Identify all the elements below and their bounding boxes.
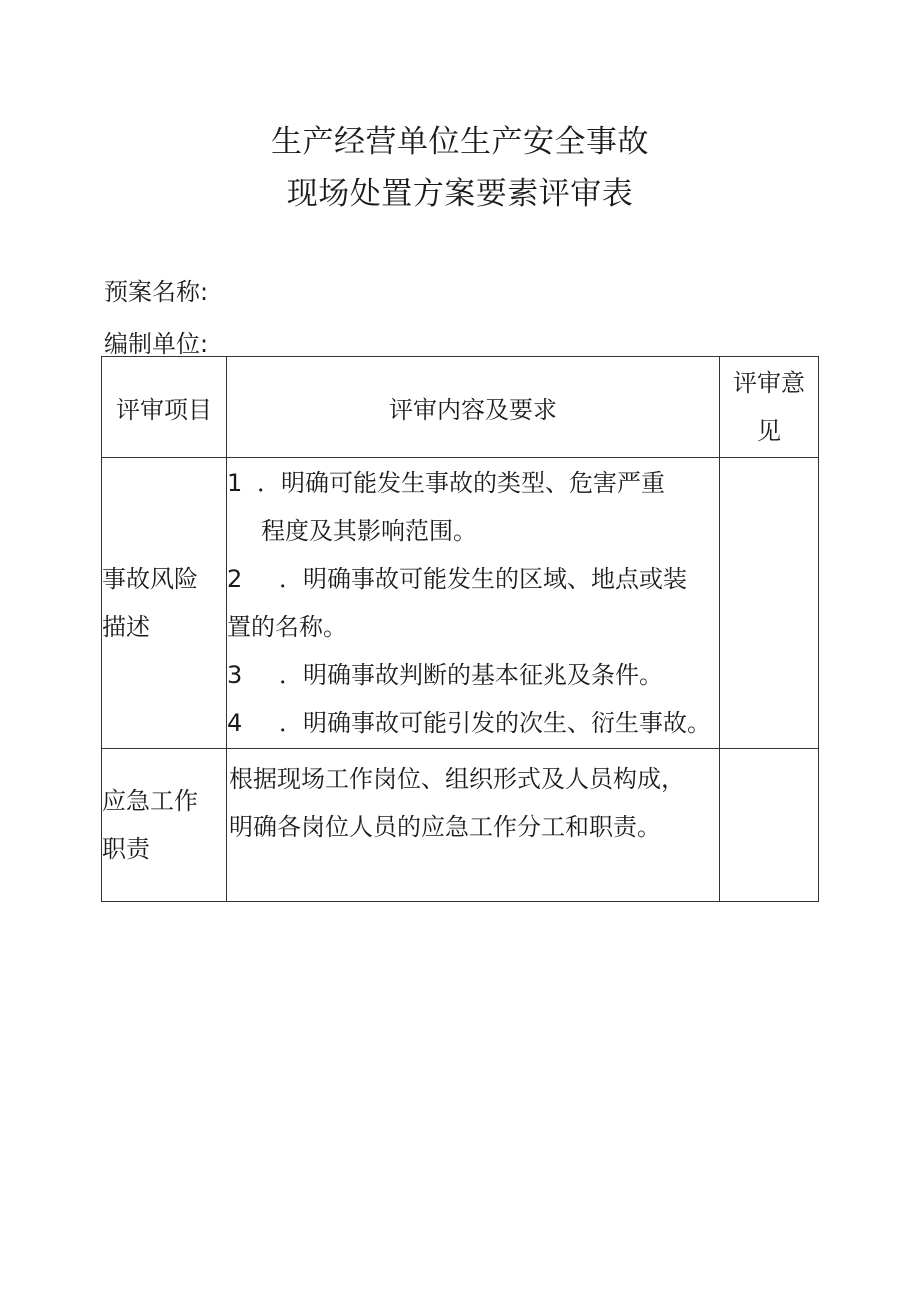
requirement-text: ．明确可能发生事故的类型、危害严重	[257, 469, 665, 497]
requirement-number: 2	[227, 565, 243, 593]
requirement-text-continued: 程度及其影响范围。	[261, 517, 477, 545]
header-content: 评审内容及要求	[227, 357, 720, 458]
duty-requirements	[227, 749, 720, 902]
item-accident-risk	[102, 458, 227, 749]
table-row	[102, 458, 819, 749]
document-title-line1: 生产经营单位生产安全事故	[271, 124, 649, 160]
item-label-line1: 应急工作	[102, 787, 198, 815]
header-item: 评审项目	[102, 357, 227, 458]
requirement-number: 1	[227, 469, 243, 497]
document-title-line2: 现场处置方案要素评审表	[286, 176, 634, 212]
item-label-line2: 职责	[102, 835, 150, 863]
opinion-cell-risk	[720, 458, 819, 749]
requirement-text: ．明确事故可能发生的区域、地点或装	[279, 565, 687, 593]
requirement-4	[227, 699, 719, 747]
opinion-cell-duty	[720, 749, 819, 902]
table-header-row	[102, 357, 819, 458]
requirement-2	[227, 555, 719, 603]
header-opinion-line2: 见	[757, 417, 781, 445]
table-row	[102, 749, 819, 902]
requirement-text-continued: 置的名称。	[227, 613, 347, 641]
requirement-1-continued	[227, 507, 719, 555]
header-opinion-line1: 评审意	[733, 369, 805, 397]
requirement-number: 3	[227, 661, 243, 689]
unit-label: 编制单位:	[104, 330, 209, 358]
header-opinion	[720, 357, 819, 458]
item-label-line2: 描述	[102, 613, 150, 641]
item-label-line1: 事故风险	[102, 565, 198, 593]
item-emergency-duty	[102, 749, 227, 902]
duty-text-line1: 根据现场工作岗位、组织形式及人员构成，	[229, 765, 685, 793]
risk-requirements	[227, 458, 720, 749]
requirement-number: 4	[227, 709, 243, 737]
requirement-2-continued	[227, 603, 719, 651]
requirement-text: ．明确事故可能引发的次生、衍生事故。	[279, 709, 711, 737]
requirement-1	[227, 459, 719, 507]
duty-text-line2: 明确各岗位人员的应急工作分工和职责。	[229, 813, 661, 841]
requirement-text: ．明确事故判断的基本征兆及条件。	[279, 661, 663, 689]
review-table	[101, 356, 819, 902]
plan-name-label: 预案名称:	[104, 278, 209, 306]
requirement-3	[227, 651, 719, 699]
